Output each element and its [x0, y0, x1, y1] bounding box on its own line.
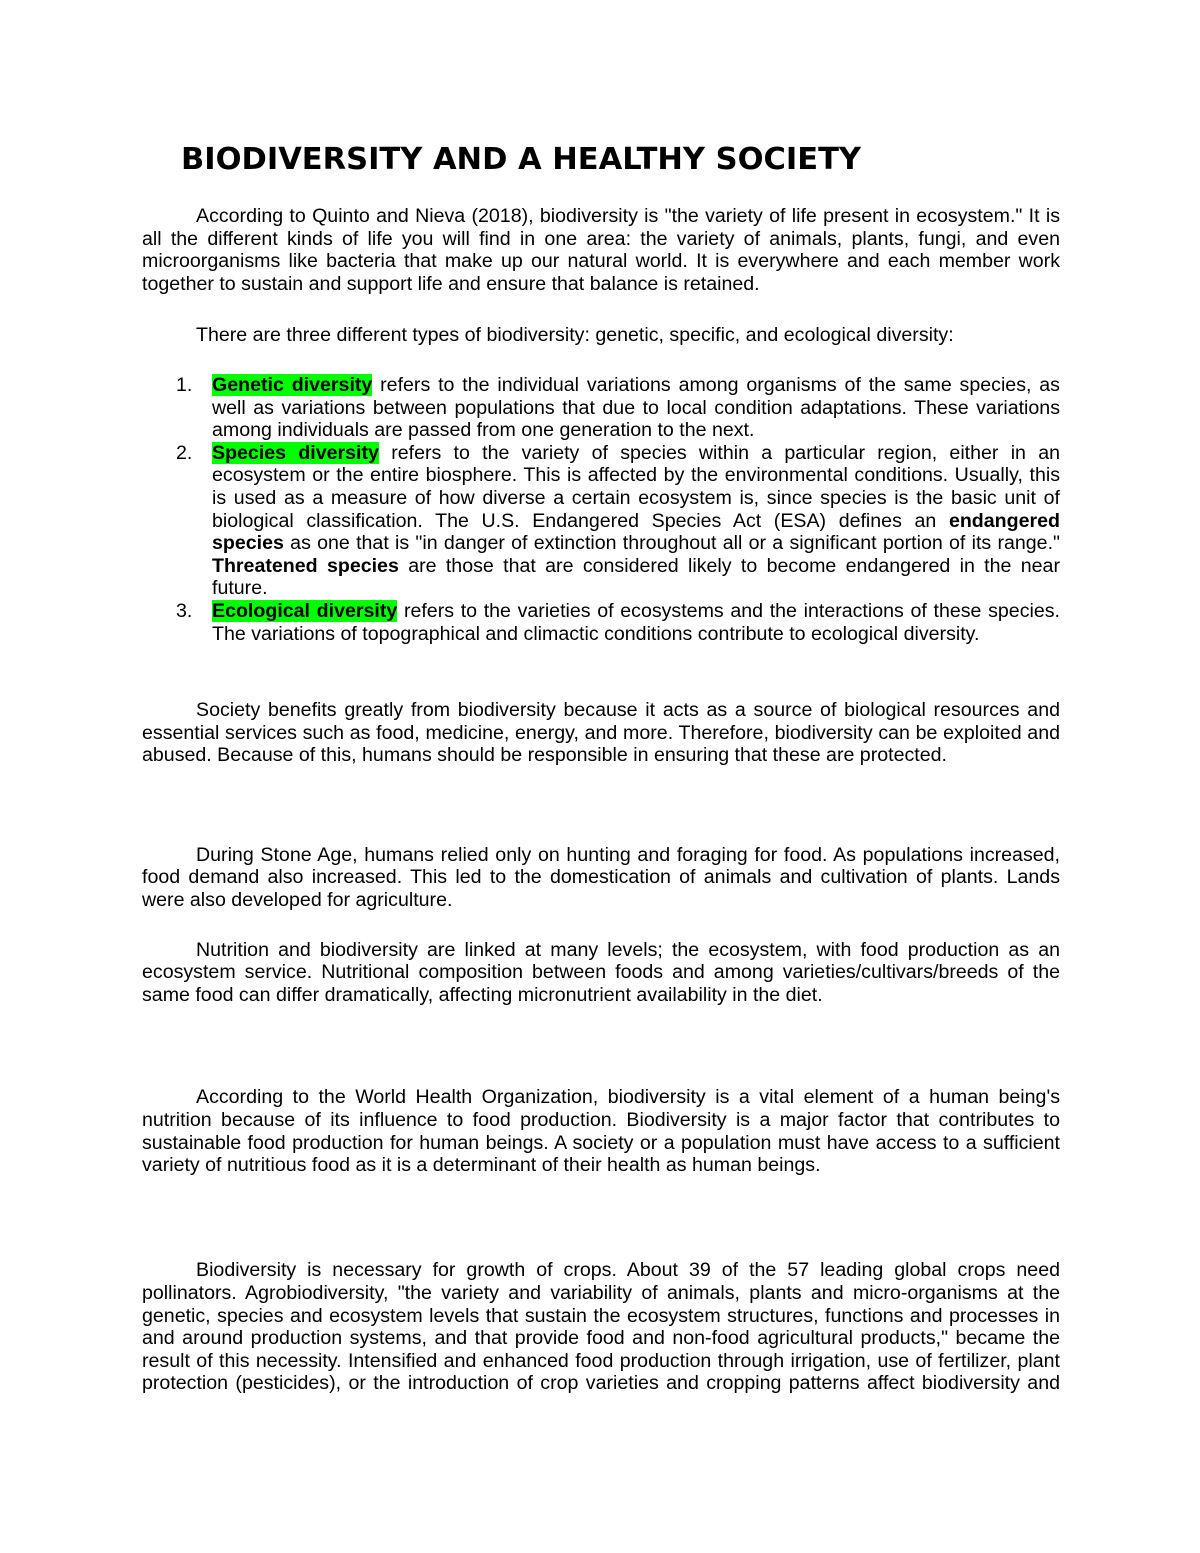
term-description-continued: are those that are considered likely to become endangered in the near future. [212, 554, 1060, 600]
highlighted-term: Genetic diversity [212, 373, 373, 396]
paragraph-crops: Biodiversity is necessary for growth of crops. About 39 of the 57 leading global crops need pollinators. Agrobiodiversity, "the variety and variability of animals, plants and micro-organisms at the genetic, species and ecosystem levels that sustain the ecosystem structures, functions and processes in and around production systems, and that provide food and non-food agricultural products," became the result of this necessity. Intensified and enhanced food production through irrigation, use of fertilizer, plant protection (pesticides), or the introduction of crop varieties and cropping patterns affect biodiversity and [142, 1259, 1060, 1395]
paragraph-nutrition-link: Nutrition and biodiversity are linked at many levels; the ecosystem, with food production as an ecosystem service. Nutritional composition between foods and among varieties/cultivars/breeds of the same food can differ dramatically, affecting micronutrient availability in the diet. [142, 938, 1060, 1006]
list-item-ecological-diversity [142, 600, 1060, 645]
highlighted-term: Ecological diversity [212, 599, 398, 622]
document-body [142, 142, 1060, 1395]
highlighted-term: Species diversity [212, 441, 379, 464]
list-number: 1. [176, 373, 193, 396]
page-title: BIODIVERSITY AND A HEALTHY SOCIETY [181, 142, 861, 177]
biodiversity-types-list [142, 374, 1060, 645]
list-item-genetic-diversity [142, 374, 1060, 442]
list-item-species-diversity [142, 442, 1060, 600]
paragraph-who-nutrition: According to the World Health Organization, biodiversity is a vital element of a human being's nutrition because of its influence to food production. Biodiversity is a major factor that contributes to sustainable food production for human beings. A society or a population must have access to a sufficient variety of nutritious food as it is a determinant of their health as human beings. [142, 1086, 1060, 1177]
list-number: 2. [176, 441, 193, 464]
paragraph-intro: According to Quinto and Nieva (2018), biodiversity is "the variety of life present in ecosystem." It is all the different kinds of life you will find in one area: the variety of animals, plants, fungi, and even microorganisms like bacteria that make up our natural world. It is everywhere and each member work together to sustain and support life and ensure that balance is retained. [142, 205, 1060, 295]
term-description: refers to the variety of species within a particular region, either in an ecosystem or the entire biosphere. This is affected by the environmental conditions. Usually, this is used as a measure of how diverse a certain ecosystem is, since species is the basic unit of biological classification. The U.S. Endangered Species Act (ESA) defines an [212, 441, 1060, 532]
term-description: refers to the varieties of ecosystems and the interactions of these species. The variations of topographical and climactic conditions contribute to ecological diversity. [212, 599, 1060, 645]
paragraph-stone-age: During Stone Age, humans relied only on hunting and foraging for food. As populations increased, food demand also increased. This led to the domestication of animals and cultivation of plants. Lands were also developed for agriculture. [142, 843, 1060, 912]
bold-term-endangered-species: endangered species [212, 509, 1060, 555]
bold-term-threatened-species: Threatened species [212, 554, 399, 577]
paragraph-types-intro: There are three different types of biodiversity: genetic, specific, and ecological diversity: [196, 323, 954, 346]
term-description: refers to the individual variations among organisms of the same species, as well as variations between populations that due to local condition adaptations. These variations among individuals are passed from one generation to the next. [212, 373, 1060, 442]
paragraph-society-benefits: Society benefits greatly from biodiversity because it acts as a source of biological resources and essential services such as food, medicine, energy, and more. Therefore, biodiversity can be exploited and abused. Because of this, humans should be responsible in ensuring that these are protected. [142, 699, 1060, 767]
term-description-continued: as one that is "in danger of extinction throughout all or a significant portion of its range." [290, 532, 1060, 555]
list-number: 3. [176, 599, 193, 622]
